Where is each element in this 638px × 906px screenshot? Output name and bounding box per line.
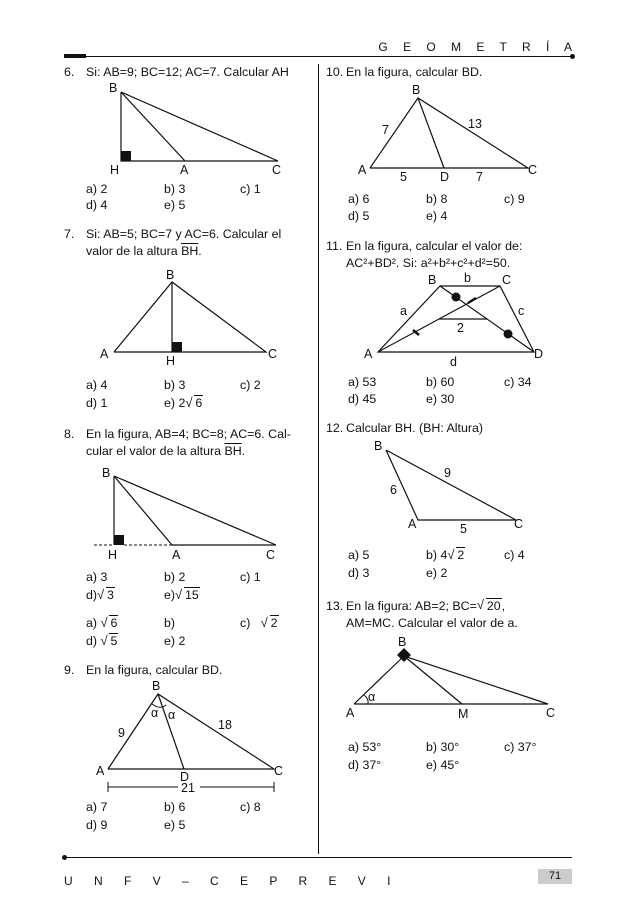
problem-text-line2: AC²+BD². Si: a²+b²+c²+d²=50. <box>346 255 511 270</box>
label-bc: 13 <box>468 117 482 131</box>
problem-number: 13. <box>326 599 344 613</box>
triangle-12 <box>386 450 516 520</box>
header-rule <box>86 56 572 57</box>
right-angle-mark <box>121 151 131 161</box>
option-a: a) 3 <box>86 570 108 584</box>
problem-text: En la figura, calcular BD. <box>346 65 483 79</box>
segment-label: $\overline{BH}$ <box>224 443 242 458</box>
option-d: d) 5 <box>348 209 370 223</box>
label-h: H <box>108 548 118 562</box>
problem-text-part: En la figura: AB=2; BC= <box>346 599 477 613</box>
label-b-side: b <box>464 271 471 285</box>
option-e: e) 2 <box>426 566 448 580</box>
radical <box>175 588 200 602</box>
triangle-10 <box>370 98 528 168</box>
option-e: e) 5 <box>164 818 186 832</box>
option-e: e) 45° <box>426 758 460 772</box>
option-b <box>426 548 465 562</box>
problem-number: 12. <box>326 421 344 435</box>
label-ab: 6 <box>390 483 397 497</box>
option-d: d) 9 <box>86 818 108 832</box>
label-d: D <box>440 170 450 184</box>
problem-8 <box>64 426 314 459</box>
label-c: C <box>274 764 284 778</box>
radical <box>447 548 465 562</box>
option-c: c) 1 <box>240 182 261 196</box>
problem-6 <box>64 64 314 81</box>
option-e: e) 5 <box>164 198 186 212</box>
option-a: a) 5 <box>348 548 370 562</box>
problem-text-line1: En la figura, calcular el valor de: <box>346 239 523 253</box>
option-c: c) 1 <box>240 570 261 584</box>
option-b-coef: b) 4 <box>426 548 448 562</box>
label-b: B <box>102 466 111 480</box>
triangle-7 <box>114 282 266 352</box>
segment-bd <box>418 98 444 168</box>
option-d: d) 37° <box>348 758 382 772</box>
problem-number: 9. <box>64 663 75 677</box>
radical <box>100 616 118 630</box>
option-b: b) 2 <box>164 570 186 584</box>
label-b: B <box>166 268 175 282</box>
radicand: 3 <box>107 588 114 602</box>
triangle-13 <box>354 656 548 704</box>
segment-bd <box>158 694 184 769</box>
figure-8 <box>90 466 290 564</box>
option-b: b) 3 <box>164 378 186 392</box>
option-a-alt <box>86 616 118 630</box>
radicand: 2 <box>457 548 465 562</box>
option-c: c) 34 <box>504 375 532 389</box>
option-e <box>164 396 203 410</box>
label-a-side: a <box>400 304 407 318</box>
option-d-alt <box>86 634 118 648</box>
triangle-6 <box>121 92 278 161</box>
header-bar <box>64 54 86 58</box>
problem-text: En la figura, calcular BD. <box>86 663 223 677</box>
header-title: G E O M E T R Í A <box>378 40 578 54</box>
comma: , <box>501 599 506 613</box>
figure-6 <box>100 80 300 180</box>
right-angle-mark <box>114 535 124 545</box>
label-bc: 18 <box>218 718 232 732</box>
option-a: a) 53° <box>348 740 382 754</box>
label-b: B <box>412 83 421 97</box>
label-c: C <box>528 163 538 177</box>
problem-text-line2: cular el valor de la altura <box>86 443 221 458</box>
radical <box>477 598 502 615</box>
problem-number: 7. <box>64 227 75 241</box>
label-m: M <box>458 707 469 721</box>
label-ab: 7 <box>382 123 389 137</box>
label-c: C <box>546 706 556 720</box>
label-b: B <box>398 635 407 649</box>
alpha-right: α <box>168 708 176 722</box>
label-mid: 2 <box>457 321 464 335</box>
option-d-label: d) <box>86 634 98 648</box>
problem-text-line1 <box>326 598 576 615</box>
tick-bc <box>468 298 476 303</box>
period: . <box>198 243 202 258</box>
option-d: d) 1 <box>86 396 108 410</box>
option-b: b) 6 <box>164 800 186 814</box>
problem-text: Si: AB=9; BC=12; AC=7. Calcular AH <box>86 65 289 79</box>
option-e: e) 30 <box>426 392 455 406</box>
label-b: B <box>374 439 383 453</box>
label-a: A <box>364 347 373 361</box>
label-h: H <box>110 163 120 177</box>
label-c: C <box>272 163 282 177</box>
problem-number: 6. <box>64 65 75 79</box>
label-c: C <box>268 347 278 361</box>
problem-text-line1: En la figura, AB=4; BC=8; AC=6. Cal- <box>86 427 291 441</box>
figure-13 <box>342 634 562 724</box>
label-h: H <box>166 354 176 368</box>
option-e <box>164 588 200 602</box>
option-c-alt <box>240 616 279 630</box>
label-a: A <box>358 163 367 177</box>
label-d: D <box>534 347 544 361</box>
radicand: 5 <box>110 634 118 648</box>
radicand: 15 <box>185 588 199 602</box>
label-a: A <box>100 347 109 361</box>
option-c-label: c) <box>240 616 251 630</box>
option-e: e) 4 <box>426 209 448 223</box>
label-ac: 21 <box>181 781 195 795</box>
label-b: B <box>152 679 161 693</box>
footer-title: U N F V – C E P R E V I <box>64 874 400 888</box>
radicand: 2 <box>270 616 278 630</box>
option-d-label: d) <box>86 588 98 602</box>
problem-12 <box>326 420 576 437</box>
problem-text-line1: Si: AB=5; BC=7 y AC=6. Calcular el <box>86 227 282 241</box>
segment-label: $\overline{BH}$ <box>181 243 199 258</box>
problem-11 <box>326 238 576 271</box>
problem-text: Calcular BH. (BH: Altura) <box>346 421 484 435</box>
option-d <box>86 588 115 602</box>
problem-number: 11. <box>326 239 343 253</box>
label-b: B <box>428 273 437 287</box>
radical <box>100 634 118 648</box>
option-a: a) 4 <box>86 378 108 392</box>
label-b: B <box>109 81 118 95</box>
side-ba <box>114 476 172 545</box>
footer-dot <box>62 855 67 860</box>
alpha-left: α <box>151 706 159 720</box>
label-ad: 5 <box>400 170 407 184</box>
label-alpha: α <box>368 690 376 704</box>
period: . <box>241 443 246 458</box>
figure-7 <box>96 266 286 371</box>
radical <box>97 588 115 602</box>
header-dot <box>570 54 575 59</box>
label-c: C <box>502 273 512 287</box>
option-e-alt: e) 2 <box>164 634 186 648</box>
option-c: c) 4 <box>504 548 525 562</box>
label-d-side: d <box>450 355 457 369</box>
median-bm <box>404 656 462 704</box>
problem-13 <box>326 598 576 631</box>
option-a: a) 7 <box>86 800 108 814</box>
option-b: b) 30° <box>426 740 460 754</box>
footer-rule <box>64 857 572 858</box>
option-d: d) 45 <box>348 392 377 406</box>
figure-9 <box>90 676 290 798</box>
figure-10 <box>356 80 556 184</box>
label-a: A <box>172 548 181 562</box>
option-c: c) 8 <box>240 800 261 814</box>
option-d: d) 4 <box>86 198 108 212</box>
label-bc: 9 <box>444 466 451 480</box>
option-e-coef: e) 2 <box>164 396 186 410</box>
option-c: c) 9 <box>504 192 525 206</box>
problem-7 <box>64 226 314 259</box>
label-a: A <box>408 517 417 531</box>
segment-ba <box>121 92 185 161</box>
problem-text-line2: AM=MC. Calcular el valor de a. <box>346 615 518 630</box>
problem-number: 10. <box>326 65 344 79</box>
label-ac: 5 <box>460 522 467 536</box>
problem-text-line2: valor de la altura <box>86 243 178 258</box>
column-divider <box>318 64 319 854</box>
label-c: C <box>514 517 524 531</box>
label-a: A <box>346 706 355 720</box>
midpoint-ac <box>452 293 461 302</box>
option-a: a) 6 <box>348 192 370 206</box>
option-b: b) 8 <box>426 192 448 206</box>
option-b: b) 60 <box>426 375 455 389</box>
radical <box>261 616 279 630</box>
label-c-side: c <box>518 304 525 318</box>
option-c: c) 37° <box>504 740 537 754</box>
figure-11 <box>358 270 558 372</box>
side-bc <box>114 476 276 545</box>
option-b-alt: b) <box>164 616 176 630</box>
option-b: b) 3 <box>164 182 186 196</box>
label-dc: 7 <box>476 170 483 184</box>
midpoint-bd <box>504 330 513 339</box>
triangle-9 <box>108 694 274 769</box>
radical <box>185 396 203 410</box>
option-a: a) 53 <box>348 375 377 389</box>
radicand: 6 <box>195 396 203 410</box>
label-c: C <box>266 548 276 562</box>
option-d: d) 3 <box>348 566 370 580</box>
option-a-label: a) <box>86 616 98 630</box>
label-ab: 9 <box>118 726 125 740</box>
label-d: D <box>180 770 190 784</box>
label-a: A <box>180 163 189 177</box>
radicand: 6 <box>110 616 118 630</box>
radicand: 20 <box>486 599 501 613</box>
option-c: c) 2 <box>240 378 261 392</box>
right-angle-mark <box>172 342 182 352</box>
figure-12 <box>368 436 538 540</box>
page-number: 71 <box>538 869 572 884</box>
label-a: A <box>96 764 105 778</box>
option-e-label: e) <box>164 588 176 602</box>
option-a: a) 2 <box>86 182 108 196</box>
problem-number: 8. <box>64 427 75 441</box>
problem-10 <box>326 64 576 81</box>
